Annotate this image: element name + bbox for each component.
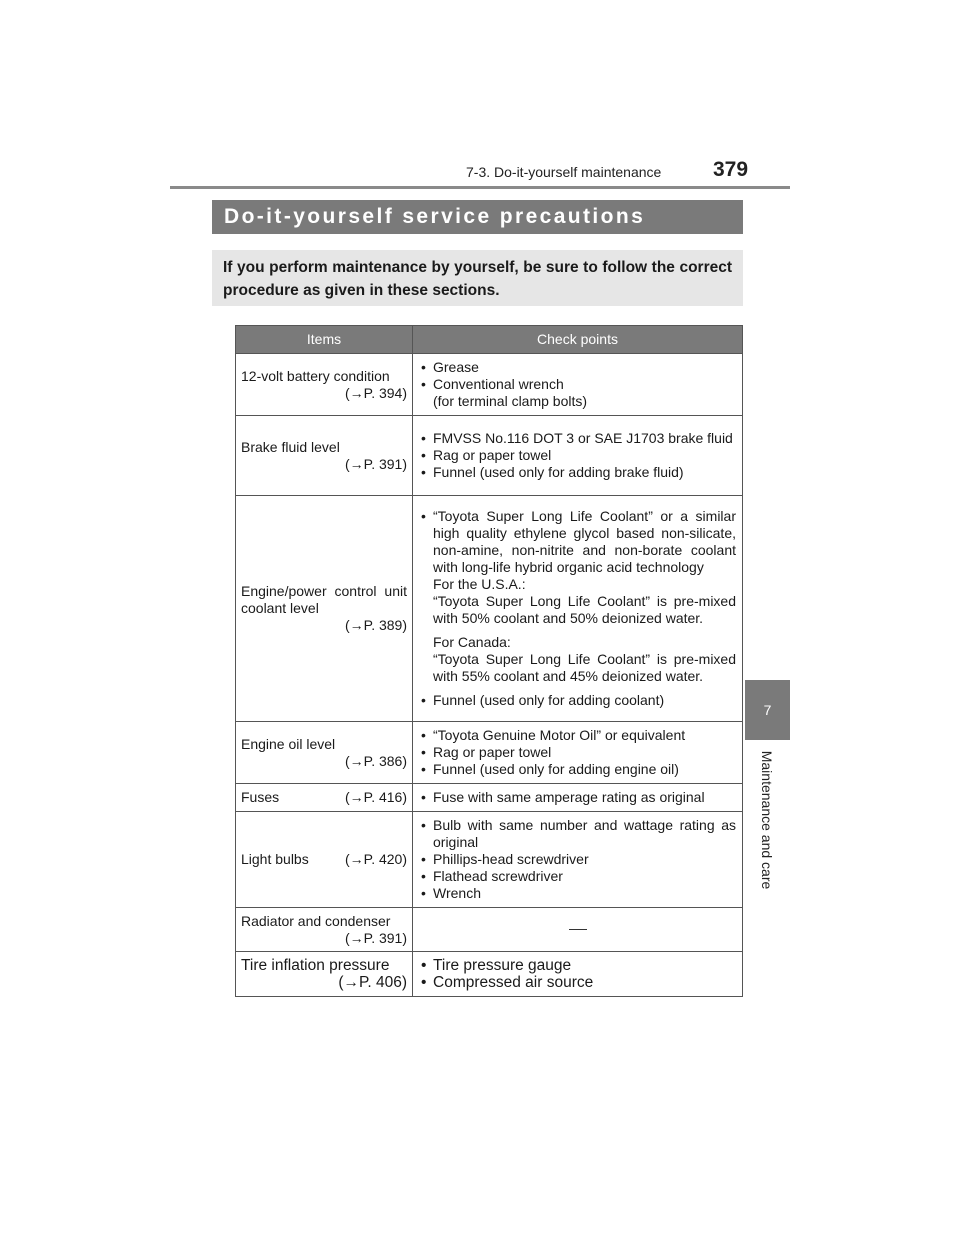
item-name: Engine oil level (241, 735, 336, 752)
item-cell (236, 952, 413, 997)
section-title: Do-it-yourself service precautions (212, 200, 743, 234)
check-point: • Bulb with same number and wattage rating as original (419, 817, 736, 851)
check-points-cell (413, 784, 743, 812)
check-point: • Wrench (419, 885, 736, 902)
table-row (236, 812, 743, 908)
check-point: • Rag or paper towel (419, 744, 736, 761)
intro-text: If you perform maintenance by yourself, be sure to follow the correct procedure as given in these sections. (212, 250, 743, 306)
item-name: Brake fluid level (241, 438, 340, 455)
page-reference: (→P. 420) (345, 851, 407, 867)
table-row (236, 722, 743, 784)
check-point: • Fuse with same amperage rating as original (419, 789, 736, 806)
check-point: • Compressed air source (419, 974, 736, 991)
canada-label: For Canada: (433, 634, 511, 650)
coolant-spec: “Toyota Super Long Life Coolant” or a similar high quality ethylene glycol based non-silicate, non-amine, non-nitrite and non-borate coolant with long-life hybrid organic acid technology (433, 508, 736, 575)
canada-note: “Toyota Super Long Life Coolant” is pre-mixed with 55% coolant and 45% deionized water. (433, 651, 736, 684)
item-cell (236, 812, 413, 908)
item-cell (236, 722, 413, 784)
check-points-cell (413, 354, 743, 416)
page-reference: (→P. 416) (345, 789, 407, 805)
header-divider (170, 186, 790, 189)
check-point: • Funnel (used only for adding engine oil) (419, 761, 736, 778)
chapter-side-label: Maintenance and care (759, 750, 775, 890)
item-cell (236, 784, 413, 812)
check-point-text: Conventional wrench (433, 376, 564, 392)
spacer (433, 685, 736, 692)
item-cell (236, 354, 413, 416)
check-point: • Funnel (used only for adding coolant) (419, 692, 736, 709)
item-name: Engine/power control unit coolant level (241, 583, 407, 616)
item-name: Radiator and condenser (241, 912, 391, 929)
check-point: • Rag or paper towel (419, 447, 736, 464)
check-points-cell (413, 908, 743, 952)
no-items-dash (569, 929, 587, 930)
check-point-note: (for terminal clamp bolts) (433, 393, 588, 409)
check-point: • FMVSS No.116 DOT 3 or SAE J1703 brake fluid (419, 430, 736, 447)
table-row (236, 496, 743, 722)
header-items: Items (236, 326, 413, 354)
check-point: • Flathead screwdriver (419, 868, 736, 885)
spacer (433, 627, 736, 634)
page-reference: (→P. 394) (345, 384, 407, 401)
item-name: 12-volt battery condition (241, 367, 390, 384)
check-points-cell (413, 496, 743, 722)
item-name: Fuses (241, 789, 280, 805)
table-row (236, 952, 743, 997)
check-points-cell (413, 952, 743, 997)
table-row (236, 908, 743, 952)
item-cell (236, 908, 413, 952)
table-row (236, 416, 743, 496)
table-row (236, 784, 743, 812)
check-points-cell (413, 722, 743, 784)
check-points-cell (413, 812, 743, 908)
page-reference: (→P. 391) (345, 455, 407, 472)
page-reference: (→P. 406) (338, 974, 407, 991)
check-point (419, 376, 736, 410)
check-points-cell (413, 416, 743, 496)
item-name: Tire inflation pressure (241, 957, 390, 974)
check-point: • Phillips-head screwdriver (419, 851, 736, 868)
page-number: 379 (713, 158, 749, 181)
maintenance-check-table (235, 325, 743, 997)
chapter-tab: 7 (745, 680, 790, 740)
check-point: • Funnel (used only for adding brake fluid) (419, 464, 736, 481)
check-point: • Grease (419, 359, 736, 376)
item-name: Light bulbs (241, 851, 309, 867)
check-point (419, 508, 736, 692)
page-reference: (→P. 391) (345, 929, 407, 946)
usa-label: For the U.S.A.: (433, 576, 526, 592)
usa-note: “Toyota Super Long Life Coolant” is pre-mixed with 50% coolant and 50% deionized water. (433, 593, 736, 626)
item-cell (236, 416, 413, 496)
check-point: • Tire pressure gauge (419, 957, 736, 974)
header-check-points: Check points (413, 326, 743, 354)
table-header-row (236, 326, 743, 354)
item-cell (236, 496, 413, 722)
running-header-section: 7-3. Do-it-yourself maintenance (466, 164, 662, 180)
page-reference: (→P. 386) (345, 752, 407, 769)
page-reference: (→P. 389) (345, 617, 407, 633)
table-row (236, 354, 743, 416)
check-point: • “Toyota Genuine Motor Oil” or equivalent (419, 727, 736, 744)
